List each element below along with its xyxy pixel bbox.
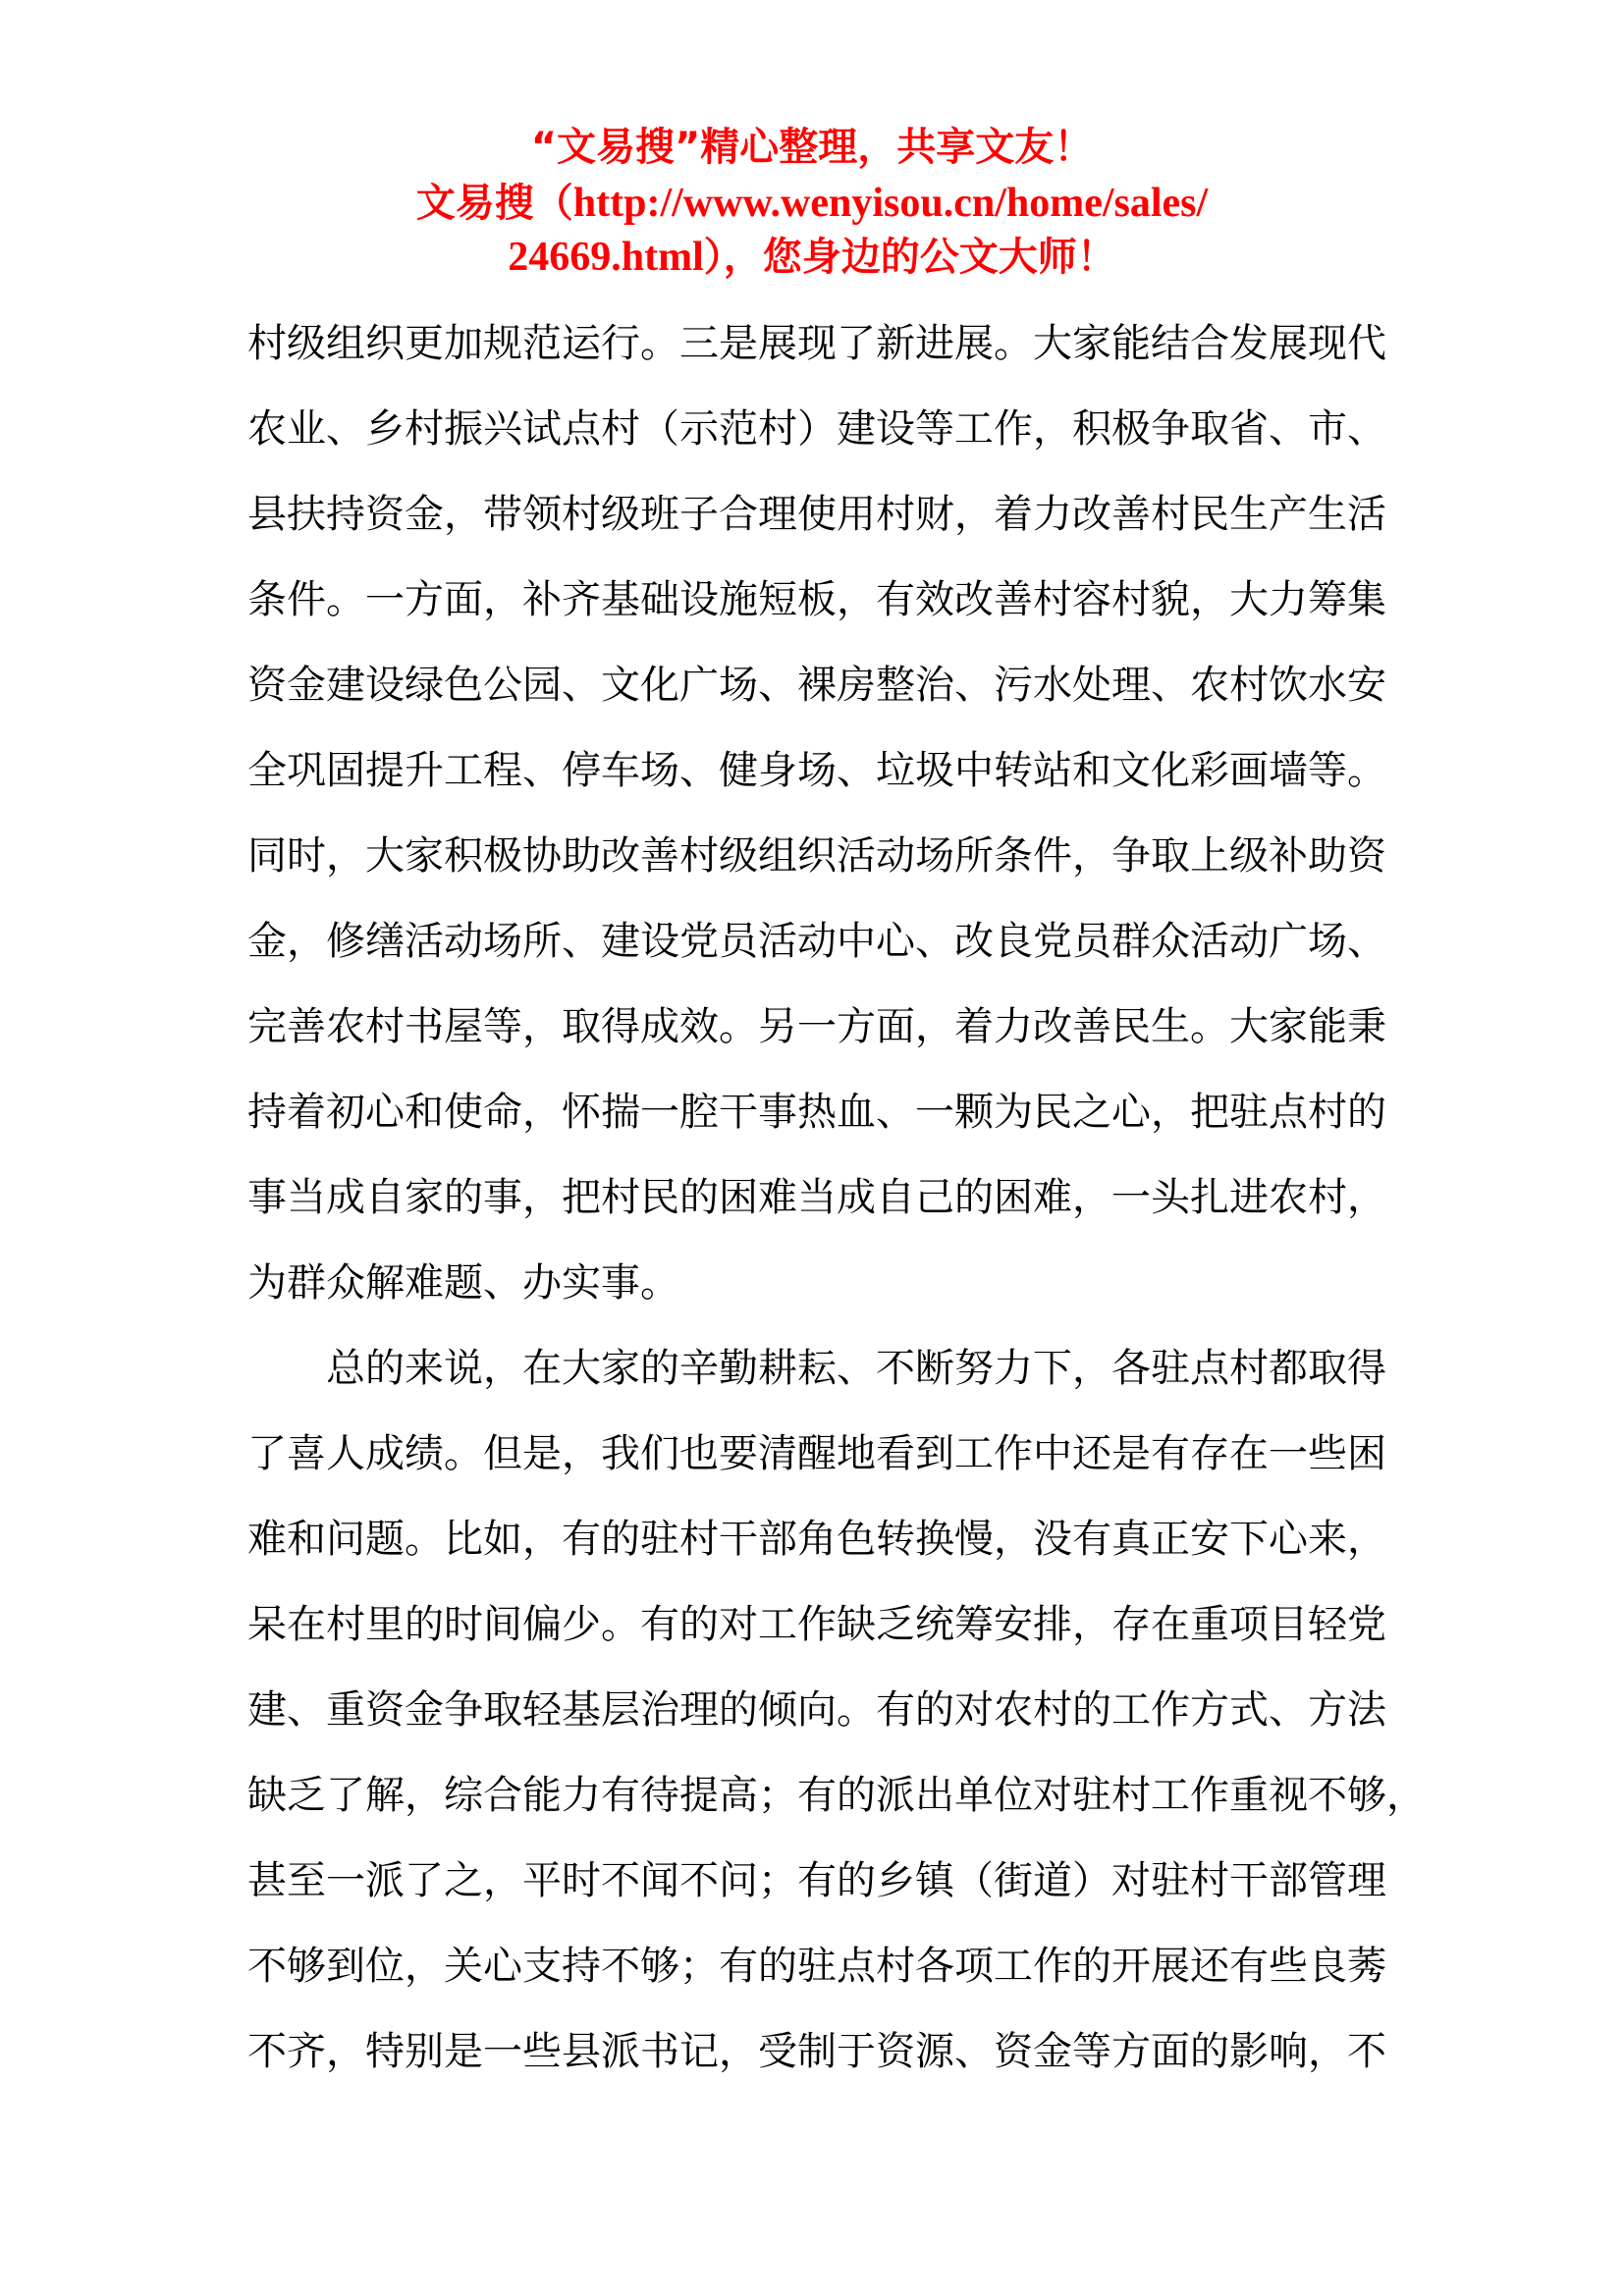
promo-text: “文易搜”精心整理，共享文友！ [530,125,1094,170]
text-line: 农业、乡村振兴试点村（示范村）建设等工作，积极争取省、市、 [247,406,1386,452]
promo-text: ），您身边的公文大师！ [703,235,1116,280]
promo-header-line-3 [0,230,1624,285]
text-line: 事当成自家的事，把村民的困难当成自己的困难，一头扎进农村， [247,1175,1386,1220]
text-line: 金，修缮活动场所、建设党员活动中心、改良党员群众活动广场、 [247,919,1386,964]
text-line: 不够到位，关心支持不够；有的驻点村各项工作的开展还有些良莠 [247,1944,1386,1989]
text-line: 呆在村里的时间偏少。有的对工作缺乏统筹安排，存在重项目轻党 [247,1602,1386,1647]
text-line: 完善农村书屋等，取得成效。另一方面，着力改善民生。大家能秉 [247,1004,1386,1049]
text-line: 为群众解难题、办实事。 [247,1260,679,1306]
text-line: 全巩固提升工程、停车场、健身场、垃圾中转站和文化彩画墙等。 [247,748,1386,793]
text-line: 资金建设绿色公园、文化广场、裸房整治、污水处理、农村饮水安 [247,663,1386,708]
text-line: 村级组织更加规范运行。三是展现了新进展。大家能结合发展现代 [247,321,1386,366]
promo-header-line-1 [0,120,1624,175]
paragraph-start-line: 总的来说，在大家的辛勤耕耘、不断努力下，各驻点村都取得 [326,1346,1386,1391]
text-line: 县扶持资金，带领村级班子合理使用村财，着力改善村民生产生活 [247,492,1386,537]
promo-url[interactable]: 24669.html [508,235,704,280]
text-line: 了喜人成绩。但是，我们也要清醒地看到工作中还是有存在一些困 [247,1431,1386,1476]
text-line: 持着初心和使命，怀揣一腔干事热血、一颗为民之心，把驻点村的 [247,1090,1386,1135]
text-line: 不齐，特别是一些县派书记，受制于资源、资金等方面的影响，不 [247,2029,1386,2074]
promo-text: 文易搜（ [415,181,573,226]
text-line: 建、重资金争取轻基层治理的倾向。有的对农村的工作方式、方法 [247,1687,1386,1733]
text-line: 甚至一派了之，平时不闻不问；有的乡镇（街道）对驻村干部管理 [247,1858,1386,1903]
promo-url[interactable]: http://www.wenyisou.cn/home/sales/ [572,181,1209,226]
text-line: 条件。一方面，补齐基础设施短板，有效改善村容村貌，大力筹集 [247,577,1386,622]
text-line: 同时，大家积极协助改善村级组织活动场所条件，争取上级补助资 [247,833,1386,879]
document-body [247,301,1426,2095]
text-line: 缺乏了解，综合能力有待提高；有的派出单位对驻村工作重视不够， [247,1773,1426,1818]
text-line: 难和问题。比如，有的驻村干部角色转换慢，没有真正安下心来， [247,1517,1386,1562]
promo-header-line-2 [0,176,1624,231]
